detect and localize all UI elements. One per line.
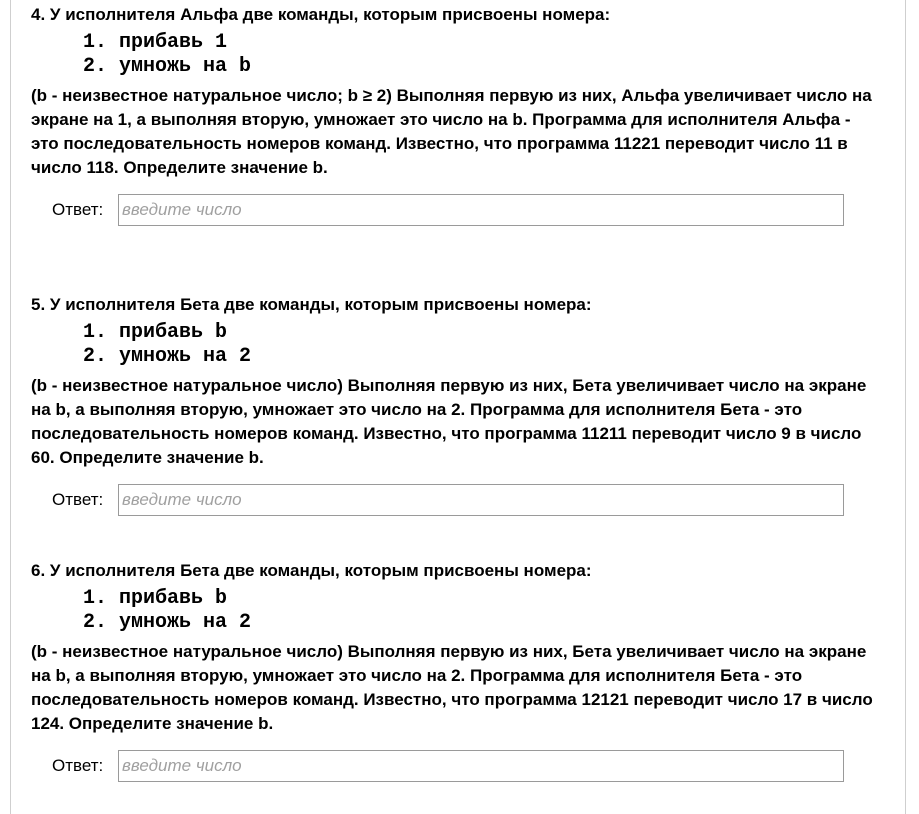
task-4	[31, 5, 881, 226]
answer-row	[52, 484, 881, 516]
command-list	[83, 31, 881, 79]
command-item: 2. умножь на 2	[83, 611, 252, 634]
command-item: 2. умножь на 2	[83, 345, 252, 368]
task-heading: 5. У исполнителя Бета две команды, которым присвоены номера:	[31, 295, 592, 314]
task-5	[31, 295, 881, 516]
command-item: 1. прибавь b	[83, 321, 228, 344]
task-heading: 4. У исполнителя Альфа две команды, которым присвоены номера:	[31, 5, 611, 24]
answer-label: Ответ:	[52, 200, 104, 219]
answer-row	[52, 194, 881, 226]
answer-row	[52, 750, 881, 782]
answer-label: Ответ:	[52, 490, 104, 509]
task-description: (b - неизвестное натуральное число) Выполняя первую из них, Бета увеличивает число на экране на b, а выполняя вторую, умножает это число на 2. Программа для исполнителя Бета - это последовательность номеров команд. Известно, что программа 11211 переводит число 9 в число 60. Определите значение b.	[31, 376, 867, 467]
command-list	[83, 321, 881, 369]
command-list	[83, 587, 881, 635]
command-item: 1. прибавь b	[83, 587, 228, 610]
task-6	[31, 561, 881, 782]
answer-input[interactable]	[118, 750, 844, 782]
answer-input[interactable]	[118, 194, 844, 226]
task-description: (b - неизвестное натуральное число) Выполняя первую из них, Бета увеличивает число на экране на b, а выполняя вторую, умножает это число на 2. Программа для исполнителя Бета - это последовательность номеров команд. Известно, что программа 12121 переводит число 17 в число 124. Определите значение b.	[31, 642, 873, 733]
task-heading: 6. У исполнителя Бета две команды, которым присвоены номера:	[31, 561, 592, 580]
command-item: 1. прибавь 1	[83, 31, 228, 54]
answer-input[interactable]	[118, 484, 844, 516]
command-item: 2. умножь на b	[83, 55, 252, 78]
answer-label: Ответ:	[52, 756, 104, 775]
task-description: (b - неизвестное натуральное число; b ≥ 2) Выполняя первую из них, Альфа увеличивает число на экране на 1, а выполняя вторую, умножает это число на b. Программа для исполнителя Альфа - это последовательность номеров команд. Известно, что программа 11221 переводит число 11 в число 118. Определите значение b.	[31, 86, 872, 177]
